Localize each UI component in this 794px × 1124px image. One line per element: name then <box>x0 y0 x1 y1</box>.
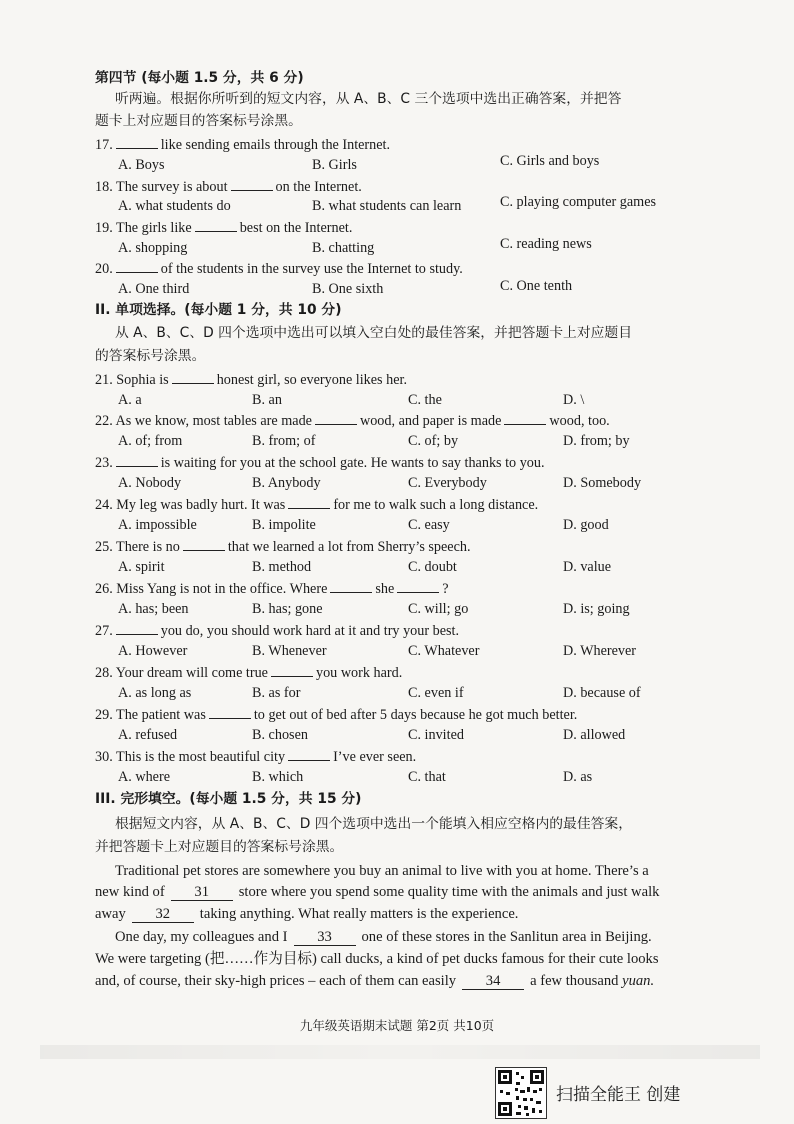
q21-option-b: B. an <box>252 392 282 408</box>
q19-option-b: B. chatting <box>312 240 375 256</box>
question-23-stem: 23. is waiting for you at the school gate. He wants to say thanks to you. <box>95 452 714 473</box>
q18-option-a: A. what students do <box>118 198 231 214</box>
section3-title: III. 完形填空。(每小题 1.5 分，共 15 分) <box>95 791 362 807</box>
q30-option-b: B. which <box>252 769 304 785</box>
q23-option-c: C. Everybody <box>408 475 487 491</box>
question-24-stem: 24. My leg was badly hurt. It was for me to walk such a long distance. <box>95 494 714 515</box>
q29-option-a: A. refused <box>118 727 178 743</box>
passage-line-2: new kind of 31 store where you spend some quality time with the animals and just walk <box>95 884 660 900</box>
passage-line-5: We were targeting (把……作为目标) call ducks, a kind of pet ducks famous for their cute looks <box>95 951 659 967</box>
qr-code-icon <box>495 1067 547 1119</box>
question-21-stem: 21. Sophia is honest girl, so everyone likes her. <box>95 369 714 390</box>
q28-option-a: A. as long as <box>118 685 192 701</box>
q26-option-d: D. is; going <box>563 601 630 617</box>
section4-instruction-1: 听两遍。根据你所听到的短文内容，从 A、B、C 三个选项中选出正确答案，并把答 <box>115 91 622 107</box>
q23-option-d: D. Somebody <box>563 475 642 491</box>
q17-option-c: C. Girls and boys <box>500 153 600 169</box>
cloze-blank-32: 32 <box>132 906 194 923</box>
scan-smudge <box>40 1045 760 1059</box>
q29-option-b: B. chosen <box>252 727 308 743</box>
section2-instruction-2: 的答案标号涂黑。 <box>95 348 206 364</box>
q27-option-c: C. Whatever <box>408 643 480 659</box>
q25-option-d: D. value <box>563 559 612 575</box>
q22-option-d: D. from; by <box>563 433 630 449</box>
q21-option-a: A. a <box>118 392 142 408</box>
q18-option-c: C. playing computer games <box>500 194 657 210</box>
q17-option-b: B. Girls <box>312 157 357 173</box>
q24-option-a: A. impossible <box>118 517 197 533</box>
question-30-stem: 30. This is the most beautiful city I’ve ever seen. <box>95 746 714 767</box>
section3-instruction-1: 根据短文内容，从 A、B、C、D 四个选项中选出一个能填入相应空格内的最佳答案， <box>115 816 633 832</box>
q29-option-d: D. allowed <box>563 727 626 743</box>
q27-option-b: B. Whenever <box>252 643 327 659</box>
cloze-blank-34: 34 <box>462 973 524 990</box>
section4-title: 第四节 (每小题 1.5 分，共 6 分) <box>95 70 304 86</box>
question-17-stem: 17. like sending emails through the Internet. <box>95 134 714 155</box>
question-29-stem: 29. The patient was to get out of bed after 5 days because he got much better. <box>95 704 714 725</box>
q30-option-c: C. that <box>408 769 446 785</box>
q21-option-d: D. \ <box>563 392 585 408</box>
q20-option-c: C. One tenth <box>500 278 573 294</box>
q26-option-a: A. has; been <box>118 601 189 617</box>
q28-option-d: D. because of <box>563 685 641 701</box>
q23-option-b: B. Anybody <box>252 475 321 491</box>
q18-option-b: B. what students can learn <box>312 198 462 214</box>
q29-option-c: C. invited <box>408 727 464 743</box>
q30-option-a: A. where <box>118 769 170 785</box>
section2-instruction-1: 从 A、B、C、D 四个选项中选出可以填入空白处的最佳答案，并把答题卡上对应题目 <box>115 325 633 341</box>
passage-line-6: and, of course, their sky-high prices – each of them can easily 34 a few thousand yuan. <box>95 973 655 989</box>
scanner-watermark: 扫描全能王 创建 <box>556 1085 681 1105</box>
section2-title: II. 单项选择。(每小题 1 分，共 10 分) <box>95 302 342 318</box>
q24-option-c: C. easy <box>408 517 450 533</box>
q27-option-a: A. However <box>118 643 188 659</box>
page-footer: 九年级英语期末试题 第2页 共10页 <box>299 1018 495 1033</box>
passage-line-1: Traditional pet stores are somewhere you buy an animal to live with you at home. There’s a <box>115 863 649 879</box>
q24-option-b: B. impolite <box>252 517 316 533</box>
question-22-stem: 22. As we know, most tables are made wood, and paper is made wood, too. <box>95 410 714 431</box>
question-26-stem: 26. Miss Yang is not in the office. Where she ? <box>95 578 714 599</box>
question-19-stem: 19. The girls like best on the Internet. <box>95 217 714 238</box>
q22-option-b: B. from; of <box>252 433 316 449</box>
q25-option-c: C. doubt <box>408 559 457 575</box>
question-25-stem: 25. There is no that we learned a lot from Sherry’s speech. <box>95 536 714 557</box>
cloze-blank-31: 31 <box>171 884 233 901</box>
question-28-stem: 28. Your dream will come true you work hard. <box>95 662 714 683</box>
question-27-stem: 27. you do, you should work hard at it and try your best. <box>95 620 714 641</box>
passage-line-3: away 32 taking anything. What really matters is the experience. <box>95 906 519 922</box>
q26-option-c: C. will; go <box>408 601 469 617</box>
q24-option-d: D. good <box>563 517 609 533</box>
q25-option-a: A. spirit <box>118 559 165 575</box>
q20-option-b: B. One sixth <box>312 281 384 297</box>
q20-option-a: A. One third <box>118 281 190 297</box>
q21-option-c: C. the <box>408 392 442 408</box>
section3-instruction-2: 并把答题卡上对应题目的答案标号涂黑。 <box>95 839 344 855</box>
q23-option-a: A. Nobody <box>118 475 182 491</box>
passage-line-4: One day, my colleagues and I 33 one of these stores in the Sanlitun area in Beijing. <box>115 929 652 945</box>
q22-option-a: A. of; from <box>118 433 183 449</box>
q28-option-c: C. even if <box>408 685 464 701</box>
q30-option-d: D. as <box>563 769 593 785</box>
question-18-stem: 18. The survey is about on the Internet. <box>95 176 714 197</box>
q26-option-b: B. has; gone <box>252 601 323 617</box>
q17-option-a: A. Boys <box>118 157 165 173</box>
q22-option-c: C. of; by <box>408 433 459 449</box>
q19-option-c: C. reading news <box>500 236 592 252</box>
q28-option-b: B. as for <box>252 685 301 701</box>
q25-option-b: B. method <box>252 559 312 575</box>
cloze-blank-33: 33 <box>294 929 356 946</box>
section4-instruction-2: 题卡上对应题目的答案标号涂黑。 <box>95 113 302 129</box>
q27-option-d: D. Wherever <box>563 643 637 659</box>
q19-option-a: A. shopping <box>118 240 188 256</box>
question-20-stem: 20. of the students in the survey use the Internet to study. <box>95 258 714 279</box>
